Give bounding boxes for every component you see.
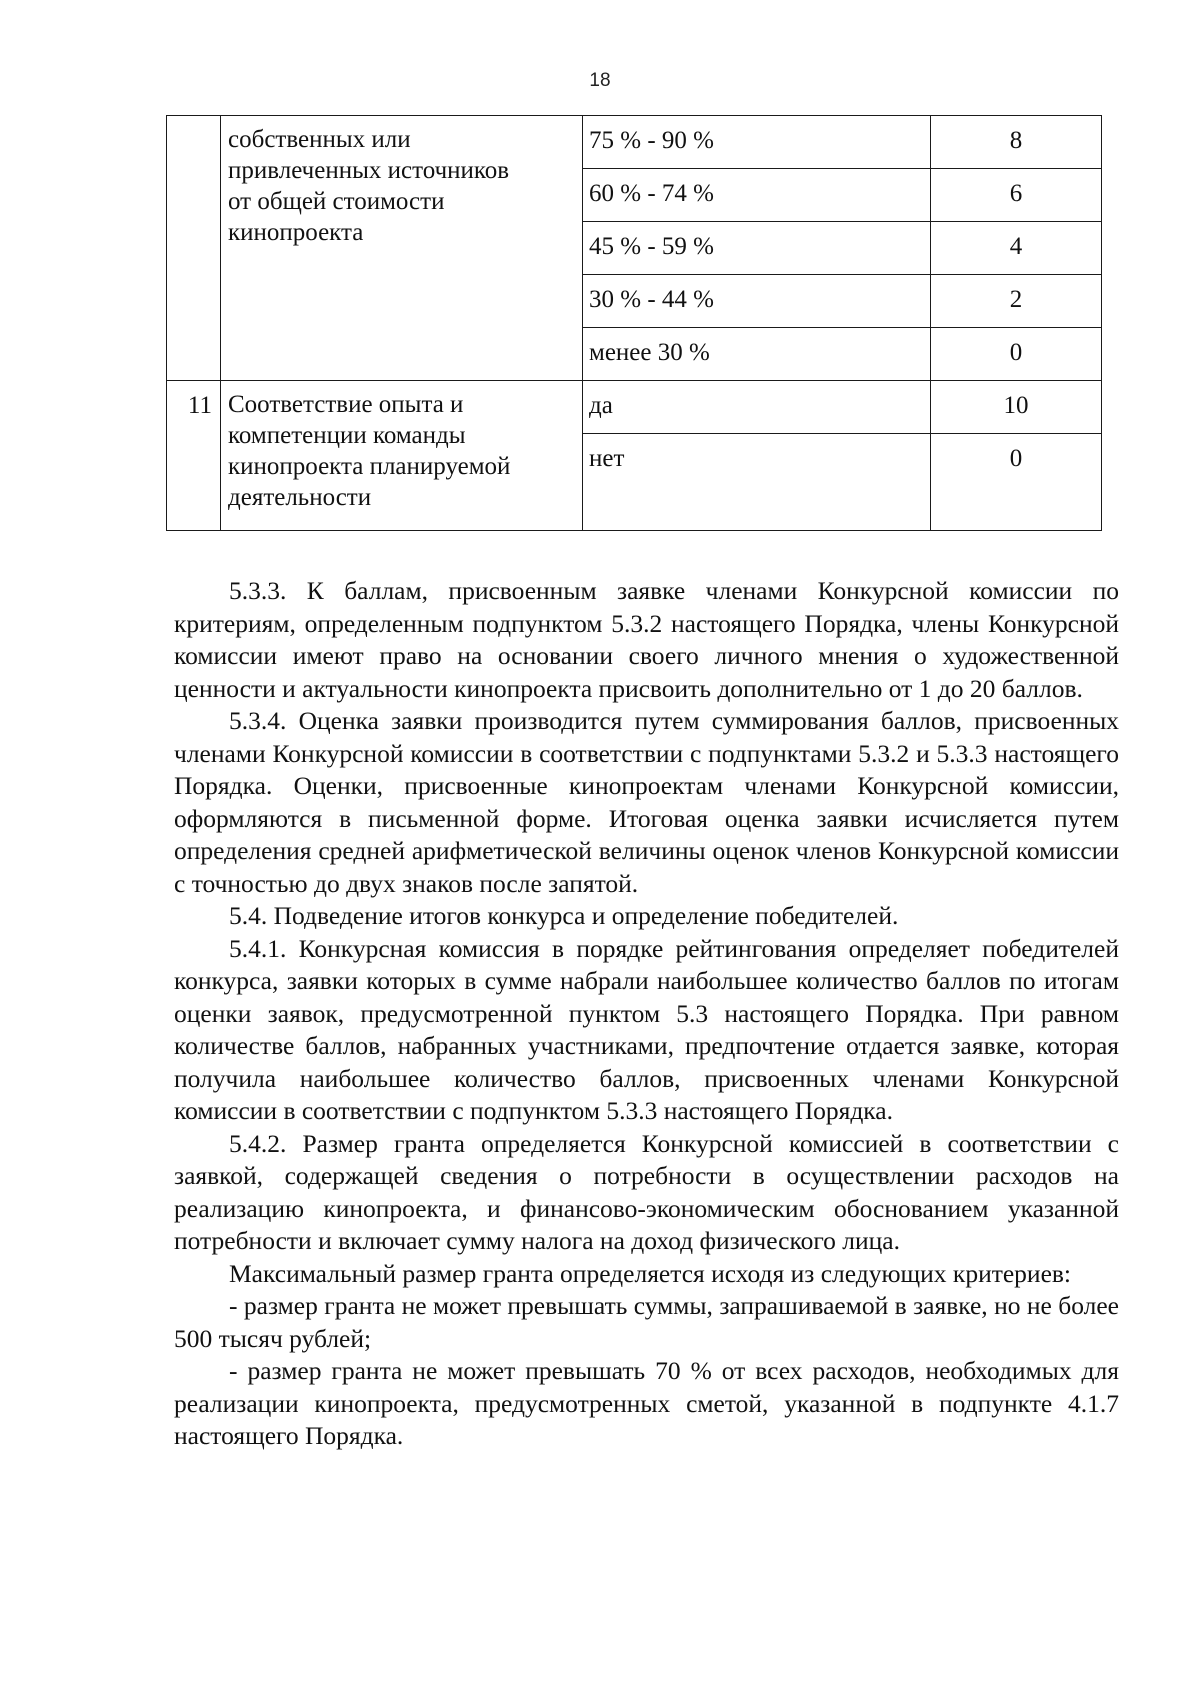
paragraph-5-4-2: 5.4.2. Размер гранта определяется Конкурсной комиссией в соответствии с заявкой, содержащей сведения о потребности в осуществлении расходов на реализацию кинопроекта, и финансово-экономическим обоснованием указанной потребности и включает сумму налога на доход физического лица.: [174, 1128, 1119, 1255]
option-range: 60 % - 74 %: [583, 169, 931, 222]
criterion-name-line: собственных или: [228, 126, 411, 153]
option-score: 6: [931, 169, 1102, 222]
option-range: 45 % - 59 %: [583, 222, 931, 275]
criterion-name-line: привлеченных источников: [228, 157, 510, 184]
table-row: [167, 116, 1102, 169]
option-score: 0: [931, 328, 1102, 381]
criteria-table: [166, 115, 1102, 531]
option-score: 2: [931, 275, 1102, 328]
paragraph-5-4: 5.4. Подведение итогов конкурса и определение победителей.: [229, 901, 899, 930]
option-range: да: [583, 381, 931, 434]
criterion-name-line: кинопроекта: [228, 219, 364, 246]
criterion-name-line: кинопроекта планируемой: [228, 453, 511, 480]
option-score: 8: [931, 116, 1102, 169]
option-score: 0: [931, 434, 1102, 531]
criterion-number: 11: [167, 381, 221, 531]
paragraph-5-4-1: 5.4.1. Конкурсная комиссия в порядке рейтингования определяет победителей конкурса, заявки которых в сумме набрали наибольшее количество баллов по итогам оценки заявок, предусмотренной пунктом 5.3 настоящего Порядка. При равном количестве баллов, набранных участниками, предпочтение отдается заявке, которая получила наибольшее количество баллов, присвоенных членами Конкурсной комиссии в соответствии с подпунктом 5.3.3 настоящего Порядка.: [174, 933, 1119, 1125]
option-score: 4: [931, 222, 1102, 275]
criterion-name-line: деятельности: [228, 484, 372, 511]
paragraph-list-item: - размер гранта не может превышать 70 % от всех расходов, необходимых для реализации кинопроекта, предусмотренных сметой, указанной в подпункте 4.1.7 настоящего Порядка.: [174, 1356, 1119, 1450]
criterion-name-line: от общей стоимости: [228, 188, 445, 215]
paragraph-5-3-4: 5.3.4. Оценка заявки производится путем суммирования баллов, присвоенных членами Конкурсной комиссии в соответствии с подпунктами 5.3.2 и 5.3.3 настоящего Порядка. Оценки, присвоенные кинопроектам членами Конкурсной комиссии, оформляются в письменной форме. Итоговая оценка заявки исчисляется путем определения средней арифметической величины оценок членов Конкурсной комиссии с точностью до двух знаков после запятой.: [174, 706, 1119, 898]
paragraph-max-grant: Максимальный размер гранта определяется исходя из следующих критериев:: [229, 1258, 1072, 1288]
option-range: 75 % - 90 %: [583, 116, 931, 169]
option-score: 10: [931, 381, 1102, 434]
page-number: 18: [589, 70, 611, 91]
criterion-name: [221, 381, 583, 531]
document-body: [174, 575, 1119, 1453]
option-range: 30 % - 44 %: [583, 275, 931, 328]
table-row: [167, 381, 1102, 434]
option-range: менее 30 %: [583, 328, 931, 381]
criterion-number: [167, 116, 221, 381]
criterion-name-line: Соответствие опыта и: [228, 391, 464, 418]
paragraph-5-3-3: 5.3.3. К баллам, присвоенным заявке членами Конкурсной комиссии по критериям, определенным подпунктом 5.3.2 настоящего Порядка, члены Конкурсной комиссии имеют право на основании своего личного мнения о художественной ценности и актуальности кинопроекта присвоить дополнительно от 1 до 20 баллов.: [174, 576, 1119, 703]
criterion-name-line: компетенции команды: [228, 422, 466, 449]
paragraph-list-item: - размер гранта не может превышать суммы, запрашиваемой в заявке, но не более 500 тысяч рублей;: [174, 1291, 1119, 1353]
criterion-name: [221, 116, 583, 381]
option-range: нет: [583, 434, 931, 531]
